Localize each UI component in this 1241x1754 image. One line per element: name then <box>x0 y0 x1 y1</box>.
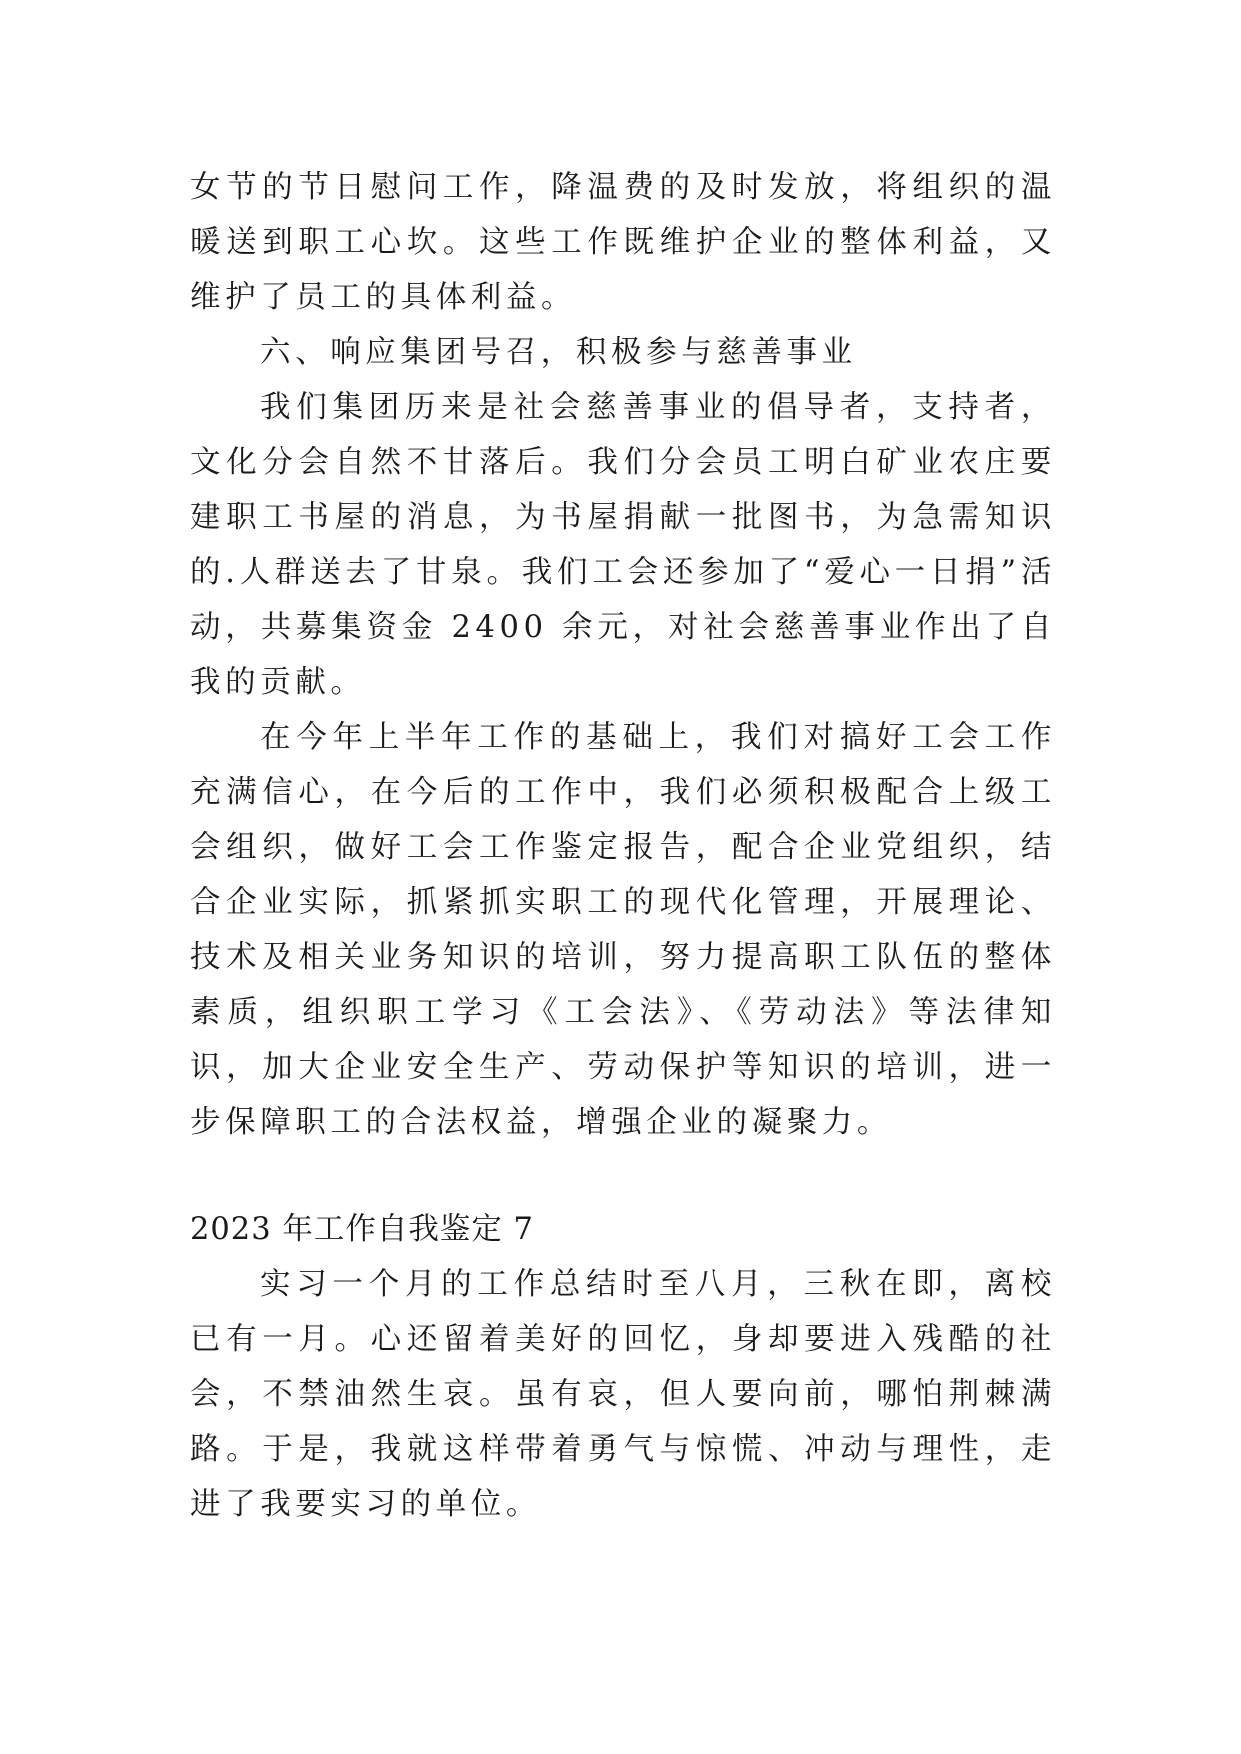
section-gap <box>190 1150 1056 1202</box>
document-title: 2023 年工作自我鉴定 7 <box>190 1212 534 1247</box>
paragraph-outlook: 在今年上半年工作的基础上，我们对搞好工会工作充满信心，在今后的工作中，我们必须积极配合上级工会组织，做好工会工作鉴定报告，配合企业党组织，结合企业实际，抓紧抓实职工的现代化管理，开展理论、技术及相关业务知识的培训，努力提高职工队伍的整体素质，组织职工学习《工会法》、《劳动法》等法律知识，加大企业安全生产、劳动保护等知识的培训，进一步保障职工的合法权益，增强企业的凝聚力。 <box>190 720 1056 1140</box>
paragraph-internship: 实习一个月的工作总结时至八月，三秋在即，离校已有一月。心还留着美好的回忆，身却要进入残酷的社会，不禁油然生哀。虽有哀，但人要向前，哪怕荆棘满路。于是，我就这样带着勇气与惊慌、冲动与理性，走进了我要实习的单位。 <box>190 1267 1056 1522</box>
section-heading: 六、响应集团号召，积极参与慈善事业 <box>260 335 857 370</box>
document-body <box>190 160 1056 1532</box>
paragraph-continuation: 女节的节日慰问工作，降温费的及时发放，将组织的温暖送到职工心坎。这些工作既维护企业的整体利益，又维护了员工的具体利益。 <box>190 170 1056 315</box>
paragraph-charity: 我们集团历来是社会慈善事业的倡导者，支持者，文化分会自然不甘落后。我们分会员工明白矿业农庄要建职工书屋的消息，为书屋捐献一批图书，为急需知识的.人群送去了甘泉。我们工会还参加了“爱心一日捐”活动，共募集资金 2400 余元，对社会慈善事业作出了自我的贡献。 <box>190 390 1056 700</box>
